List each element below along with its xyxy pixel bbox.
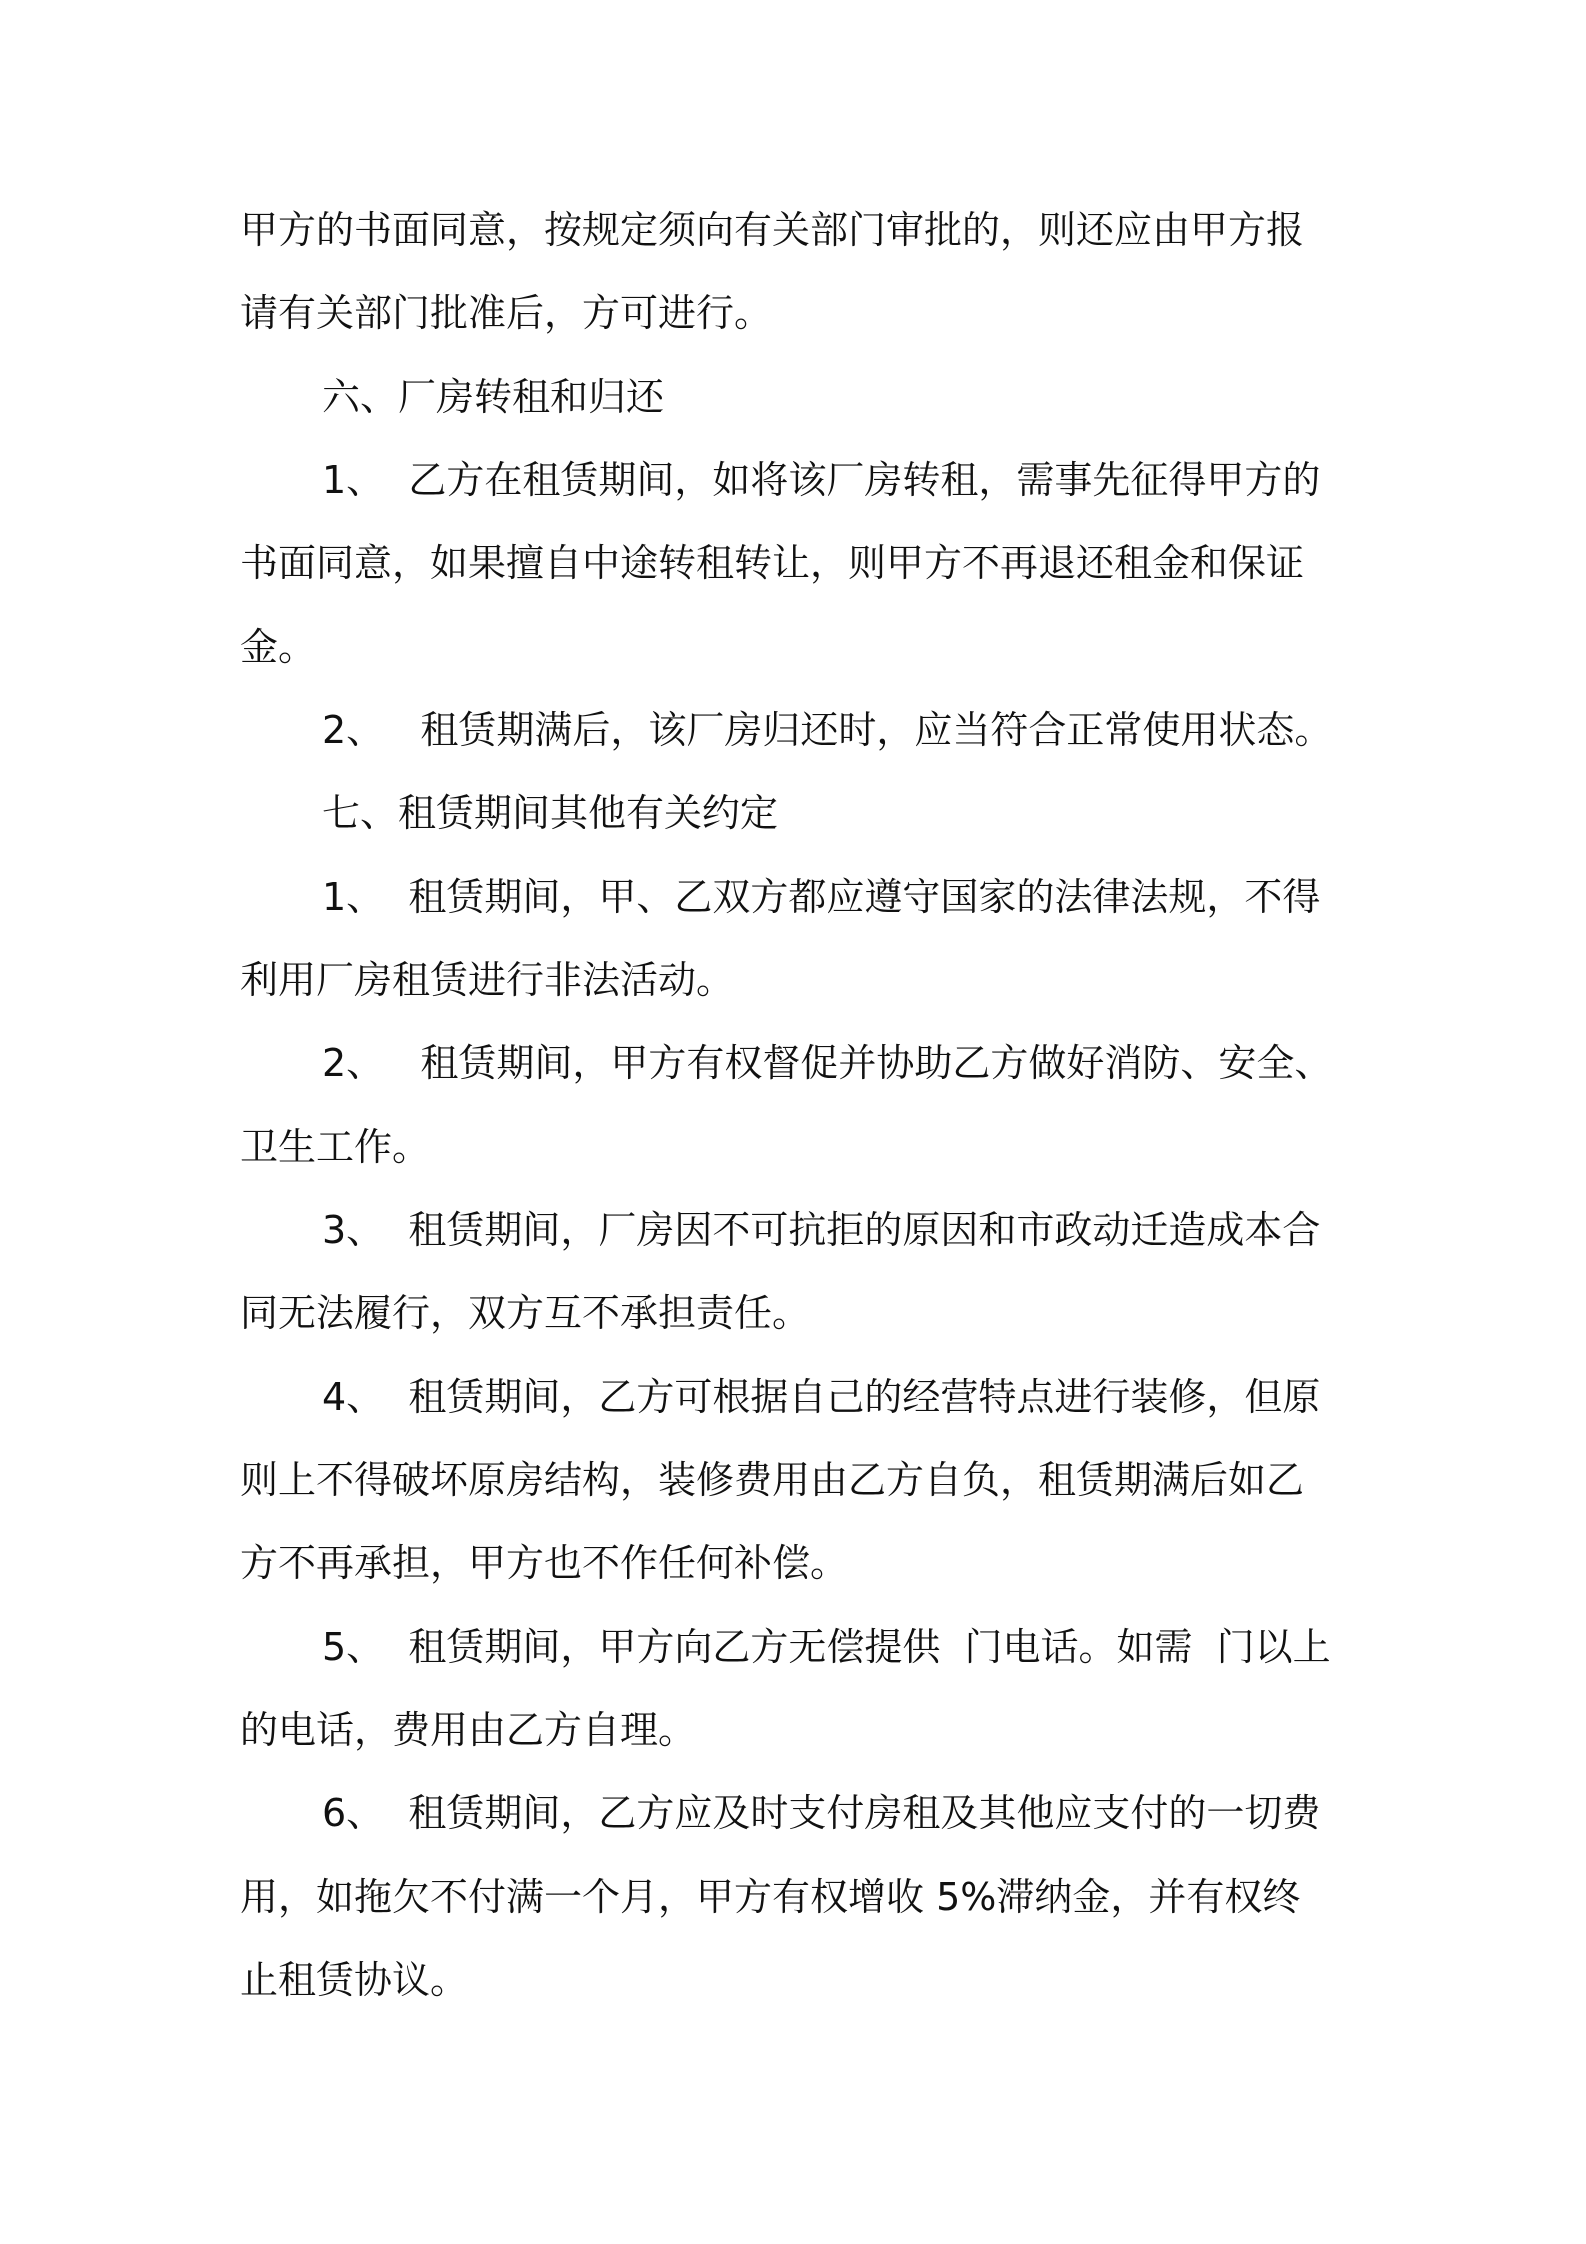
text-line: 2、 租赁期满后，该厂房归还时，应当符合正常使用状态。 xyxy=(322,708,1333,752)
text-line: 甲方的书面同意，按规定须向有关部门审批的，则还应由甲方报 xyxy=(240,208,1305,252)
text-line: 同无法履行，双方互不承担责任。 xyxy=(240,1291,811,1335)
text-line: 请有关部门批准后，方可进行。 xyxy=(240,291,773,335)
text-line: 的电话，费用由乙方自理。 xyxy=(240,1708,697,1752)
text-line: 5、 租赁期间，甲方向乙方无偿提供 门电话。如需 门以上 xyxy=(322,1625,1331,1669)
text-line: 6、 租赁期间，乙方应及时支付房租及其他应支付的一切费 xyxy=(322,1791,1321,1835)
text-line: 金。 xyxy=(240,625,317,669)
text-line: 1、 乙方在租赁期间，如将该厂房转租，需事先征得甲方的 xyxy=(322,458,1321,502)
text-line: 3、 租赁期间，厂房因不可抗拒的原因和市政动迁造成本合 xyxy=(322,1208,1321,1252)
text-line: 卫生工作。 xyxy=(240,1125,431,1169)
text-line: 1、 租赁期间，甲、乙双方都应遵守国家的法律法规，不得 xyxy=(322,875,1321,919)
text-line: 止租赁协议。 xyxy=(240,1958,469,2002)
text-line: 则上不得破坏原房结构，装修费用由乙方自负，租赁期满后如乙 xyxy=(240,1458,1305,1502)
text-line: 书面同意，如果擅自中途转租转让，则甲方不再退还租金和保证 xyxy=(240,541,1305,585)
section-heading-7: 七、租赁期间其他有关约定 xyxy=(322,791,779,835)
text-line: 方不再承担，甲方也不作任何补偿。 xyxy=(240,1541,849,1585)
text-line: 2、 租赁期间，甲方有权督促并协助乙方做好消防、安全、 xyxy=(322,1041,1333,1085)
text-line: 利用厂房租赁进行非法活动。 xyxy=(240,958,735,1002)
section-heading-6: 六、厂房转租和归还 xyxy=(322,375,665,419)
text-line: 用，如拖欠不付满一个月，甲方有权增收 5%滞纳金，并有权终 xyxy=(240,1875,1301,1919)
text-line: 4、 租赁期间，乙方可根据自己的经营特点进行装修，但原 xyxy=(322,1375,1321,1419)
